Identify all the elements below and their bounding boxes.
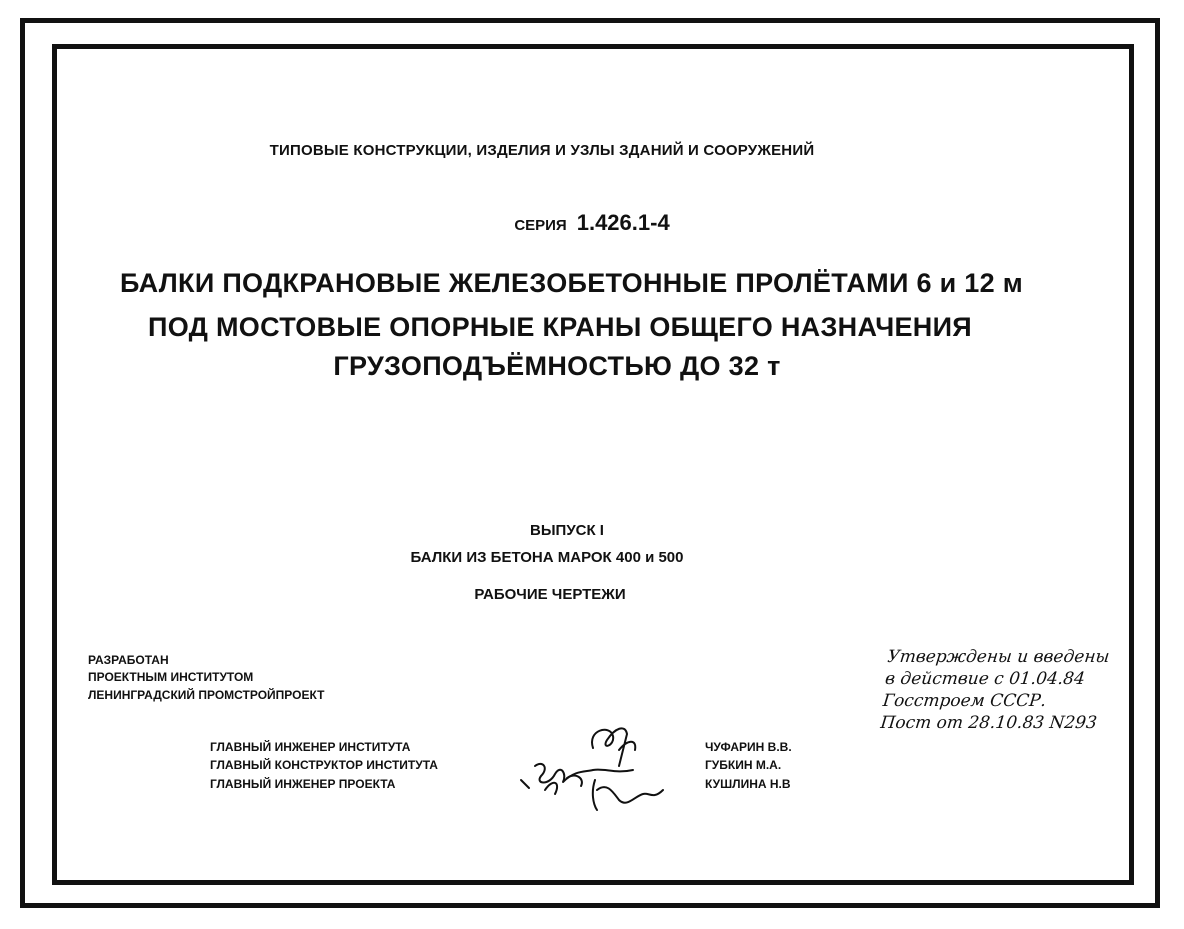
series-number: 1.426.1-4	[576, 210, 670, 235]
title-line-3: ГРУЗОПОДЪЁМНОСТЬЮ ДО 32 т	[333, 351, 781, 381]
approval-note	[879, 646, 1110, 734]
issue-number: ВЫПУСК I	[530, 522, 604, 539]
signatory-role: ГЛАВНЫЙ КОНСТРУКТОР ИНСТИТУТА	[210, 758, 438, 772]
signatory-role: ГЛАВНЫЙ ИНЖЕНЕР ИНСТИТУТА	[210, 740, 411, 754]
title-line-1: БАЛКИ ПОДКРАНОВЫЕ ЖЕЛЕЗОБЕТОННЫЕ ПРОЛЁТАМИ 6 и 12 м	[120, 268, 1023, 298]
approval-line-2: в действие с 01.04.84	[884, 669, 1086, 689]
approval-line-1: Утверждены и введены	[886, 647, 1111, 667]
series-label: СЕРИЯ	[514, 217, 567, 234]
document-type: РАБОЧИЕ ЧЕРТЕЖИ	[474, 586, 626, 603]
signatory-name: ГУБКИН М.А.	[705, 758, 782, 772]
series-line	[0, 210, 1184, 236]
developer-line-1: РАЗРАБОТАН	[88, 653, 169, 667]
signatory-name: КУШЛИНА Н.В	[705, 777, 791, 791]
signatory-role: ГЛАВНЫЙ ИНЖЕНЕР ПРОЕКТА	[210, 777, 396, 791]
developer-line-2: ПРОЕКТНЫМ ИНСТИТУТОМ	[88, 670, 254, 684]
approval-line-3: Госстроем СССР.	[881, 691, 1048, 711]
handwritten-signatures	[515, 720, 675, 815]
issue-subtitle: БАЛКИ ИЗ БЕТОНА МАРОК 400 и 500	[410, 549, 684, 566]
approval-line-4: Пост от 28.10.83 N293	[879, 713, 1098, 733]
series-heading: ТИПОВЫЕ КОНСТРУКЦИИ, ИЗДЕЛИЯ И УЗЛЫ ЗДАНИЙ И СООРУЖЕНИЙ	[269, 142, 815, 159]
title-line-2: ПОД МОСТОВЫЕ ОПОРНЫЕ КРАНЫ ОБЩЕГО НАЗНАЧЕНИЯ	[147, 312, 972, 342]
signatory-name: ЧУФАРИН В.В.	[705, 740, 792, 754]
developer-line-3: ЛЕНИНГРАДСКИЙ ПРОМСТРОЙПРОЕКТ	[88, 688, 325, 702]
